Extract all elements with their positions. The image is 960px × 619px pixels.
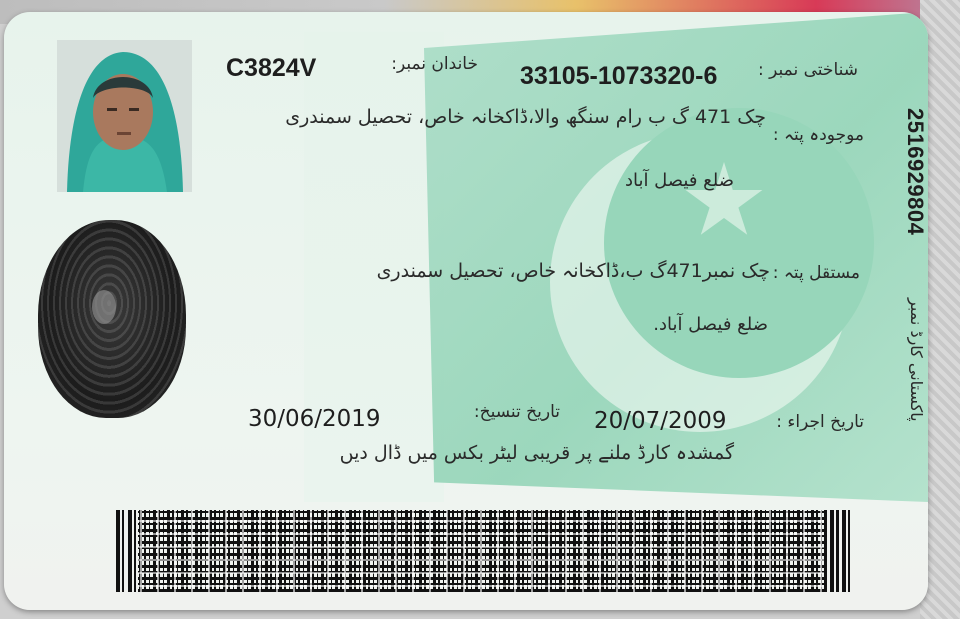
permanent-address-line1: چک نمبر471گ ب،ڈاکخانہ خاص، تحصیل سمندری — [376, 260, 770, 282]
permanent-address-label: مستقل پتہ : — [772, 263, 860, 283]
present-address-line1: چک 471 گ ب رام سنگھ والا،ڈاکخانہ خاص، تحصیل سمندری — [285, 106, 766, 128]
present-address-line2: ضلع فیصل آباد — [624, 170, 734, 191]
issue-date-value: 20/07/2009 — [594, 408, 727, 434]
family-number-label: خاندان نمبر: — [391, 54, 478, 74]
thumbprint — [38, 220, 186, 418]
expiry-date-label: تاریخ تنسیخ: — [473, 402, 560, 422]
present-address-label: موجودہ پتہ : — [772, 125, 864, 145]
cnic-label: شناختی نمبر : — [758, 60, 858, 80]
vertical-card-number: 2516929804 — [903, 108, 928, 236]
expiry-date-value: 30/06/2019 — [248, 406, 381, 432]
pdf417-barcode — [116, 510, 850, 592]
permanent-address-line2: ضلع فیصل آباد. — [653, 314, 768, 335]
barcode-stop-guard — [824, 510, 850, 592]
cnic-number-value: 33105-1073320-6 — [520, 62, 718, 90]
family-number-value: C3824V — [226, 54, 317, 82]
id-card-back — [4, 12, 928, 610]
person-portrait-icon — [57, 40, 192, 192]
crescent-shadow — [604, 108, 874, 378]
barcode-start-guard — [116, 510, 138, 592]
issue-date-label: تاریخ اجراء : — [776, 412, 864, 432]
vertical-card-label: پاکستانی کارڈ نمبر — [907, 298, 926, 422]
lost-card-notice: گمشدہ کارڈ ملنے پر قریبی لیٹر بکس میں ڈال دیں — [339, 442, 734, 464]
holder-photo — [57, 40, 192, 192]
